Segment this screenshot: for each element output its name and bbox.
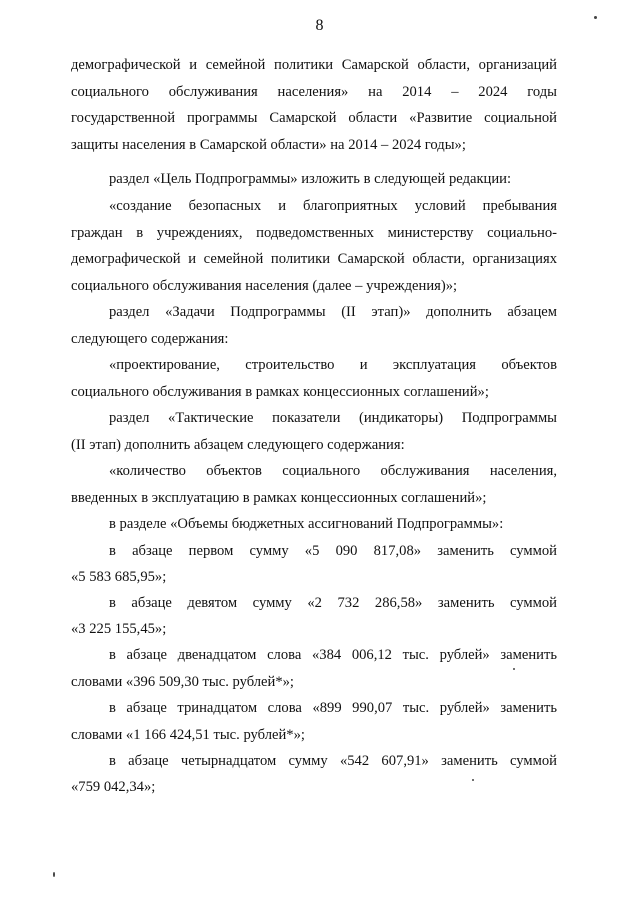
text-line: в абзаце первом сумму «5 090 817,08» заменить суммой <box>109 542 557 559</box>
text-line: «проектирование, строительство и эксплуатация объектов <box>109 357 557 373</box>
text-line: раздел «Цель Подпрограммы» изложить в следующей редакции: <box>109 171 512 187</box>
text-line: «количество объектов социального обслуживания населения, <box>109 463 557 479</box>
text-line: защиты населения в Самарской области» на 2014 – 2024 годы»; <box>71 136 466 153</box>
text-line: в абзаце двенадцатом слова «384 006,12 тыс. рублей» заменить <box>109 647 557 663</box>
text-line: раздел «Тактические показатели (индикаторы) Подпрограммы <box>109 410 557 426</box>
page-number: 8 <box>315 17 324 34</box>
scan-speck <box>513 668 515 670</box>
text-line: граждан в учреждениях, подведомственных министерству социально- <box>71 224 557 241</box>
text-line: введенных в эксплуатацию в рамках концессионных соглашений»; <box>71 489 487 506</box>
text-line: в абзаце тринадцатом слова «899 990,07 тыс. рублей» заменить <box>109 700 557 716</box>
text-line: словами «396 509,30 тыс. рублей*»; <box>71 673 294 690</box>
text-line: социального обслуживания населения (далее – учреждения)»; <box>71 277 458 294</box>
text-line: демографической и семейной политики Самарской области, организациях <box>71 251 557 267</box>
scan-speck <box>594 16 597 19</box>
text-line: (II этап) дополнить абзацем следующего содержания: <box>71 436 405 453</box>
scan-speck <box>53 872 55 877</box>
text-line: «создание безопасных и благоприятных условий пребывания <box>109 198 557 214</box>
text-line: следующего содержания: <box>71 330 229 347</box>
text-line: социального обслуживания населения» на 2014 – 2024 годы <box>71 83 557 100</box>
scan-speck <box>472 779 474 781</box>
text-line: в разделе «Объемы бюджетных ассигнований Подпрограммы»: <box>109 516 504 532</box>
text-line: в абзаце девятом сумму «2 732 286,58» заменить суммой <box>109 594 557 611</box>
text-line: раздел «Задачи Подпрограммы (II этап)» дополнить абзацем <box>109 304 557 320</box>
text-line: словами «1 166 424,51 тыс. рублей*»; <box>71 726 305 743</box>
text-line: «5 583 685,95»; <box>71 569 167 585</box>
text-line: в абзаце четырнадцатом сумму «542 607,91» заменить суммой <box>109 752 557 769</box>
text-line: «3 225 155,45»; <box>71 621 167 637</box>
text-line: социального обслуживания в рамках концессионных соглашений»; <box>71 383 489 400</box>
text-line: демографической и семейной политики Самарской области, организаций <box>71 57 557 73</box>
text-line: «759 042,34»; <box>71 779 156 795</box>
text-line: государственной программы Самарской области «Развитие социальной <box>71 110 557 126</box>
